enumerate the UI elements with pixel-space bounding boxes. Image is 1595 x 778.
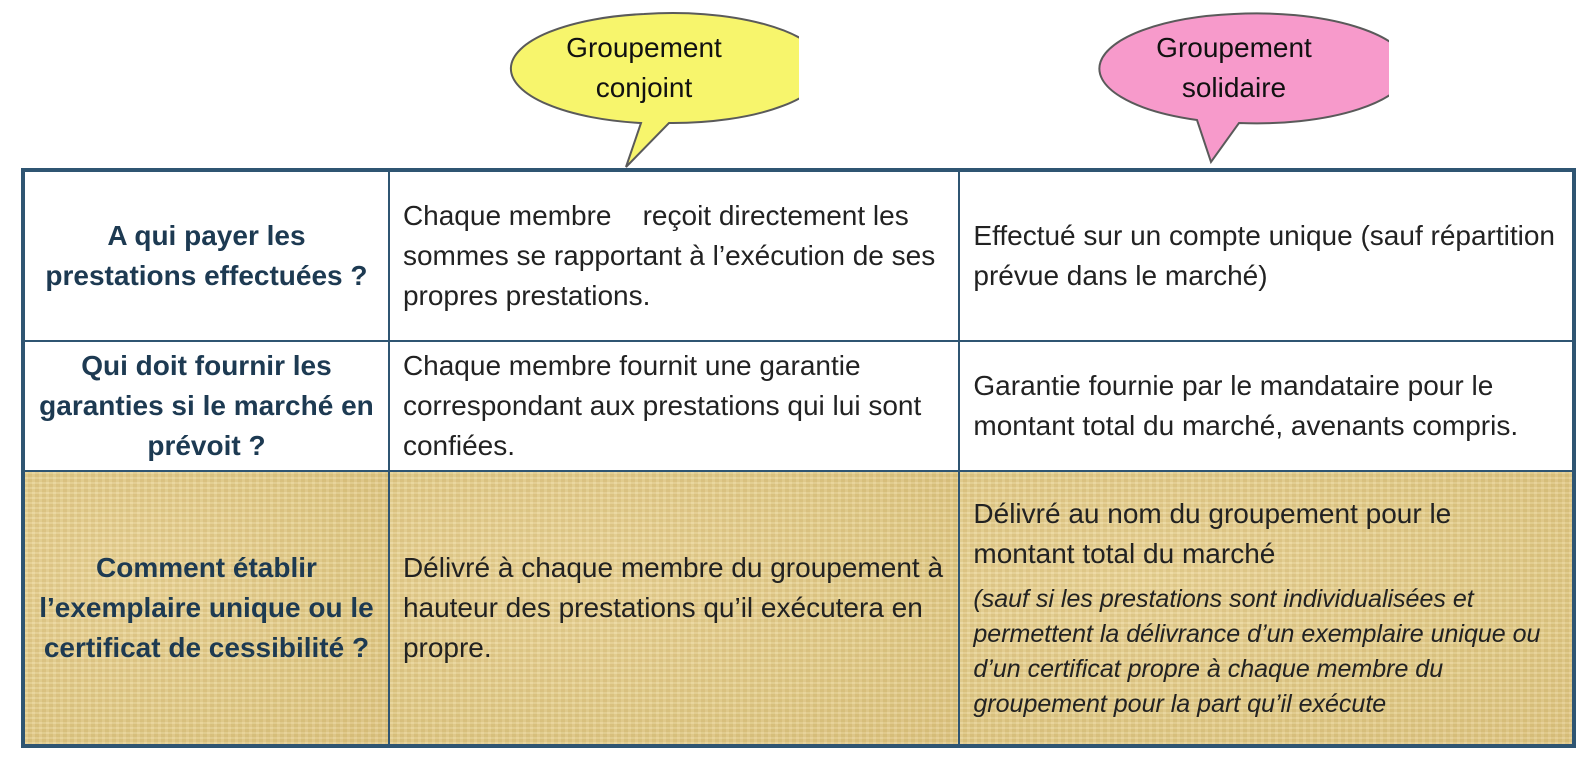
table-row xyxy=(23,170,1574,341)
conjoint-answer-cell: Délivré à chaque membre du groupement à hauteur des prestations qu’il exécutera en propre. xyxy=(389,471,959,746)
question-cell: A qui payer les prestations effectuées ? xyxy=(23,170,389,341)
table-row xyxy=(23,341,1574,471)
bubble-groupement-solidaire xyxy=(1079,12,1389,172)
question-cell: Comment établir l’exemplaire unique ou le certificat de cessibilité ? xyxy=(23,471,389,746)
solidaire-answer-cell: Effectué sur un compte unique (sauf répartition prévue dans le marché) xyxy=(959,170,1574,341)
bubble-conjoint-text xyxy=(489,12,799,124)
bubble-solidaire-line1: Groupement xyxy=(1156,32,1312,63)
bubble-conjoint-line1: Groupement xyxy=(566,32,722,63)
bubble-conjoint-line2: conjoint xyxy=(595,72,693,103)
conjoint-answer-text: Chaque membre reçoit directement les sommes se rapportant à l’exécution de ses propres prestations. xyxy=(402,200,943,311)
solidaire-answer-note: (sauf si les prestations sont individualisées et permettent la délivrance d’un exemplaire unique ou d’un certificat propre à chaque membre du groupement pour la part qu’il exécute xyxy=(973,585,1541,718)
conjoint-answer-cell xyxy=(389,170,959,341)
solidaire-answer-cell xyxy=(959,471,1574,746)
conjoint-answer-cell: Chaque membre fournit une garantie correspondant aux prestations qui lui sont confiées. xyxy=(389,341,959,471)
solidaire-answer-text: Délivré au nom du groupement pour le montant total du marché xyxy=(973,498,1452,569)
comparison-table xyxy=(21,168,1576,748)
bubble-solidaire-line2: solidaire xyxy=(1181,72,1287,103)
bubble-groupement-conjoint xyxy=(489,12,799,172)
question-cell: Qui doit fournir les garanties si le marché en prévoit ? xyxy=(23,341,389,471)
solidaire-answer-cell: Garantie fournie par le mandataire pour le montant total du marché, avenants compris. xyxy=(959,341,1574,471)
bubble-solidaire-text xyxy=(1079,12,1389,124)
table-row xyxy=(23,471,1574,746)
